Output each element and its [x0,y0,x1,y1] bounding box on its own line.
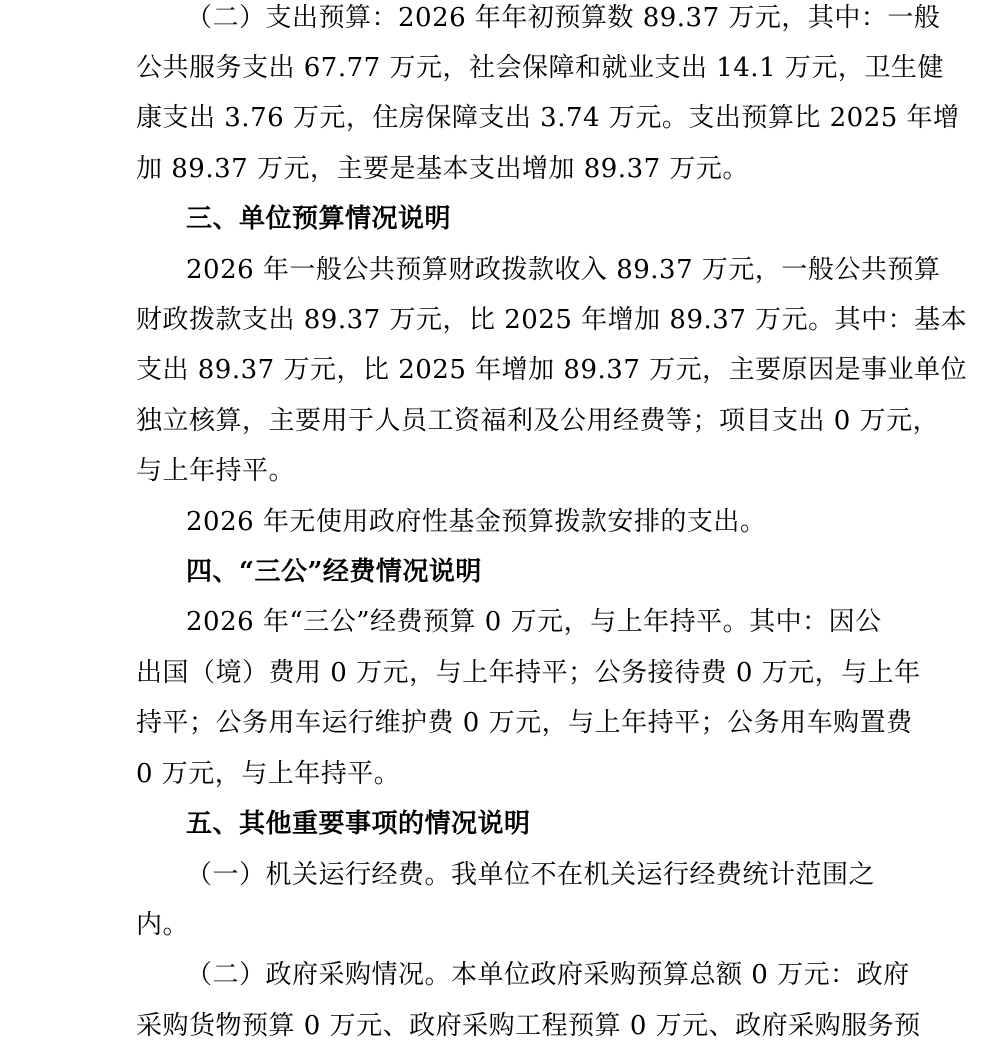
paragraph-line: 独立核算，主要用于人员工资福利及公用经费等；项目支出 0 万元， [136,406,940,436]
paragraph-line: 2026 年一般公共预算财政拨款收入 89.37 万元，一般公共预算 [186,255,941,285]
paragraph-line: （二）支出预算：2026 年年初预算数 89.37 万元，其中：一般 [186,3,941,33]
paragraph-line: 采购货物预算 0 万元、政府采购工程预算 0 万元、政府采购服务预 [136,1011,921,1041]
section-heading-3: 三、单位预算情况说明 [186,204,452,234]
paragraph-line: （一）机关运行经费。我单位不在机关运行经费统计范围之 [186,860,876,890]
paragraph-line: 2026 年无使用政府性基金预算拨款安排的支出。 [186,507,767,537]
paragraph-line: 持平；公务用车运行维护费 0 万元，与上年持平；公务用车购置费 [136,708,913,738]
paragraph-line: 与上年持平。 [136,456,296,486]
paragraph-line: 0 万元，与上年持平。 [136,759,401,789]
paragraph-line: （二）政府采购情况。本单位政府采购预算总额 0 万元：政府 [186,960,910,990]
paragraph-line: 康支出 3.76 万元，住房保障支出 3.74 万元。支出预算比 2025 年增 [136,103,960,133]
section-heading-4: 四、“三公”经费情况说明 [186,557,482,587]
paragraph-line: 内。 [136,910,190,940]
paragraph-line: 财政拨款支出 89.37 万元，比 2025 年增加 89.37 万元。其中：基本 [136,305,968,335]
paragraph-line: 2026 年“三公”经费预算 0 万元，与上年持平。其中：因公 [186,607,882,637]
paragraph-line: 出国（境）费用 0 万元，与上年持平；公务接待费 0 万元，与上年 [136,658,921,688]
section-heading-5: 五、其他重要事项的情况说明 [186,809,531,839]
paragraph-line: 加 89.37 万元，主要是基本支出增加 89.37 万元。 [136,154,749,184]
paragraph-line: 支出 89.37 万元，比 2025 年增加 89.37 万元，主要原因是事业单位 [136,355,968,385]
paragraph-line: 公共服务支出 67.77 万元，社会保障和就业支出 14.1 万元，卫生健 [136,53,944,83]
